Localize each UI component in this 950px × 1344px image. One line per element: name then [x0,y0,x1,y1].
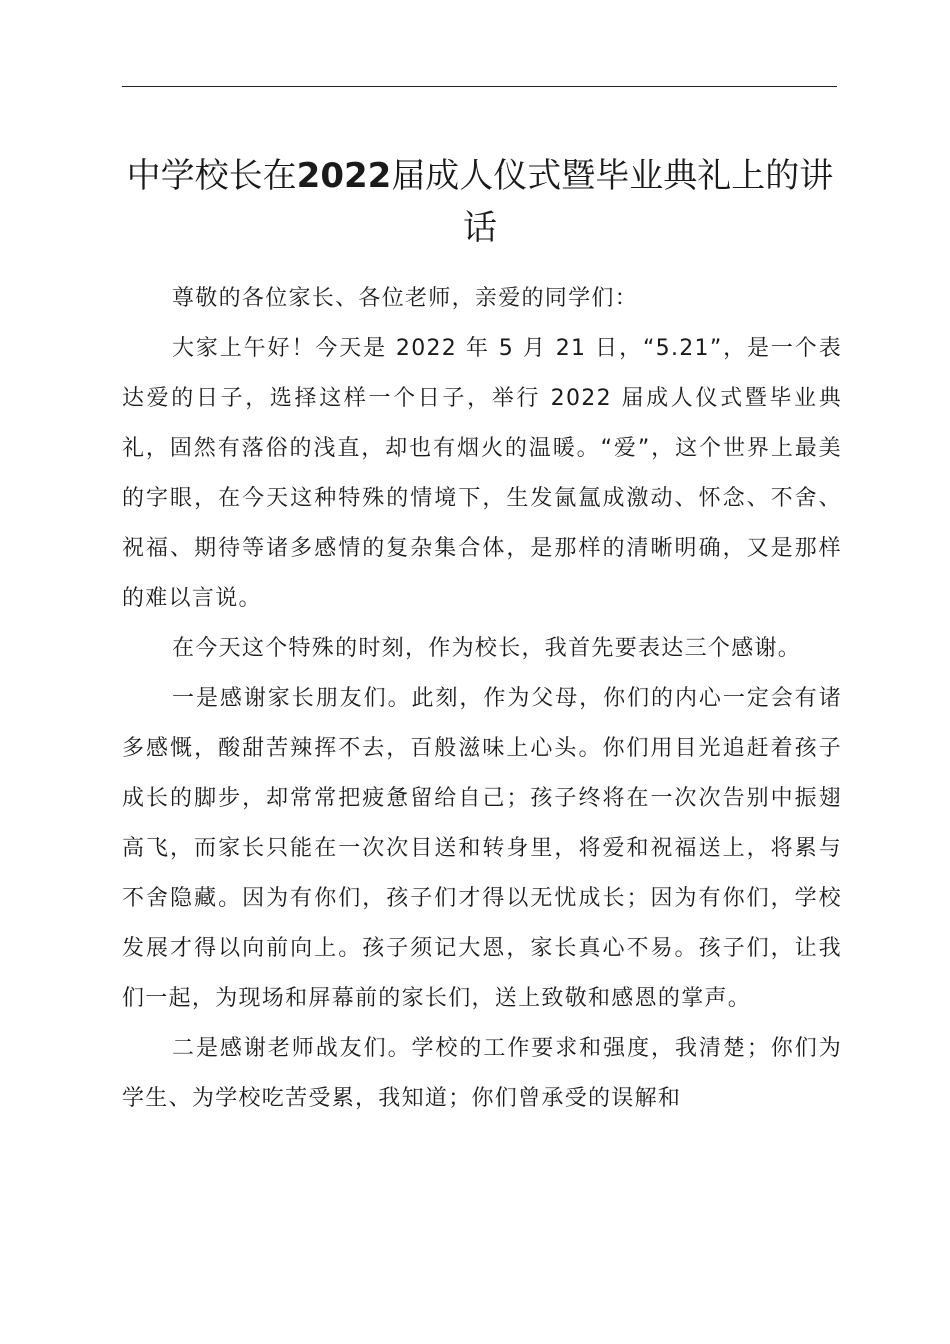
title-part2: 届成人仪式暨毕业典礼上的讲话 [391,156,834,248]
paragraph-thanks-parents: 一是感谢家长朋友们。此刻，作为父母，你们的内心一定会有诸多感慨，酸甜苦辣挥不去，百般滋味上心头。你们用目光追赶着孩子成长的脚步，却常常把疲惫留给自己；孩子终将在一次次告别中振翅高飞，而家长只能在一次次目送和转身里，将爱和祝福送上，将累与不舍隐藏。因为有你们，孩子们才得以无忧成长；因为有你们，学校发展才得以向前向上。孩子须记大恩，家长真心不易。孩子们，让我们一起，为现场和屏幕前的家长们，送上致敬和感恩的掌声。 [122,686,842,1011]
title-part1: 中学校长在 [126,156,297,196]
paragraph-three-thanks: 在今天这个特殊的时刻，作为校长，我首先要表达三个感谢。 [172,636,802,661]
document-title [110,150,850,254]
paragraph-greeting: 大家上午好！今天是 2022 年 5 月 21 日，“5.21”，是一个表达爱的日子，选择这样一个日子，举行 2022 届成人仪式暨毕业典礼，固然有落俗的浅直，却也有烟火的温暖。“爱”，这个世界上最美的字眼，在今天这种特殊的情境下，生发氤氲成激动、怀念、不舍、祝福、期待等诸多感情的复杂集合体，是那样的清晰明确，又是那样的难以言说。 [122,336,842,611]
speech-body [122,274,842,1124]
paragraph-thanks-teachers: 二是感谢老师战友们。学校的工作要求和强度，我清楚；你们为学生、为学校吃苦受累，我知道；你们曾承受的误解和 [122,1036,842,1111]
paragraph-salutation: 尊敬的各位家长、各位老师，亲爱的同学们： [172,286,639,311]
header-rule [122,86,837,87]
title-year: 2022 [296,156,392,196]
